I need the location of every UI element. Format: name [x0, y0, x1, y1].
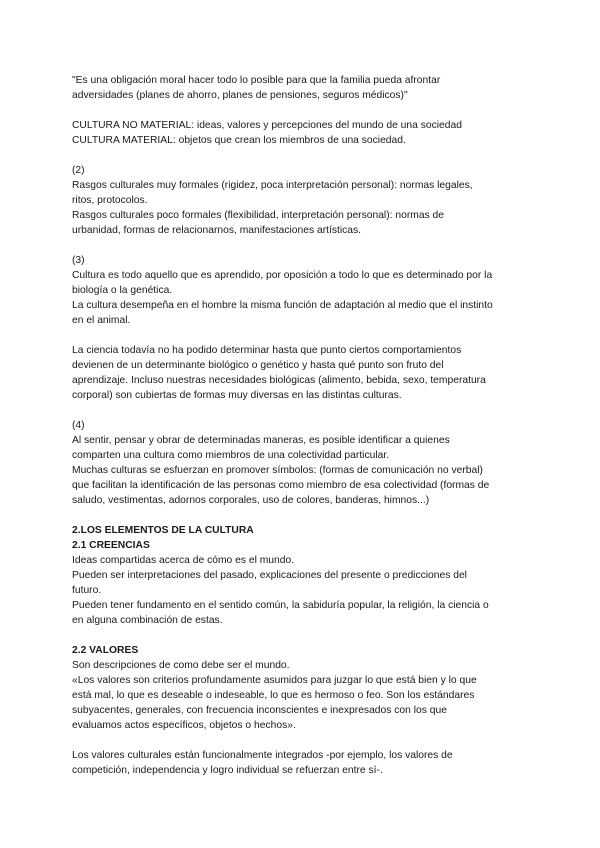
subsection-heading: 2.2 VALORES: [72, 645, 139, 656]
paragraph-gap: [72, 628, 532, 643]
text-line: subyacentes, generales, con frecuencia inconscientes e inexpresados con los que: [72, 705, 447, 716]
values-section: [72, 643, 532, 733]
text-line: Pueden ser interpretaciones del pasado, explicaciones del presente o predicciones del: [72, 570, 467, 581]
text-line: aprendizaje. Incluso nuestras necesidades biológicas (alimento, bebida, sexo, temperatura: [72, 375, 486, 386]
text-line: está mal, lo que es deseable o indeseable, lo que es hermoso o feo. Son los estándares: [72, 690, 475, 701]
document-body: [72, 73, 532, 778]
science-paragraph: [72, 343, 532, 403]
text-line: en alguna combinación de estas.: [72, 615, 223, 626]
text-line: ritos, protocolos.: [72, 195, 148, 206]
text-line: evaluamos actos específicos, objetos o hechos».: [72, 720, 296, 731]
text-line: La ciencia todavía no ha podido determinar hasta que punto ciertos comportamientos: [72, 345, 462, 356]
text-line: «Los valores son criterios profundamente asumidos para juzgar lo que está bien y lo que: [72, 675, 477, 686]
text-line: (2): [72, 165, 85, 176]
text-line: corporal) son cubiertas de formas muy diversas en las distintas culturas.: [72, 390, 402, 401]
text-line: Son descripciones de como debe ser el mundo.: [72, 660, 290, 671]
paragraph-gap: [72, 328, 532, 343]
text-line: Rasgos culturales muy formales (rigidez, poca interpretación personal): normas legales,: [72, 180, 473, 191]
section-2-paragraph: [72, 163, 532, 238]
text-line: (4): [72, 420, 85, 431]
text-line: Cultura es todo aquello que es aprendido, por oposición a todo lo que es determinado por la: [72, 270, 493, 281]
beliefs-section: [72, 523, 532, 628]
text-line: (3): [72, 255, 85, 266]
paragraph-gap: [72, 148, 532, 163]
text-line: Pueden tener fundamento en el sentido común, la sabiduría popular, la religión, la ciencia o: [72, 600, 489, 611]
text-line: en el animal.: [72, 315, 131, 326]
text-line: comparten una cultura como miembros de una colectividad particular.: [72, 450, 390, 461]
section-heading: 2.LOS ELEMENTOS DE LA CULTURA: [72, 525, 254, 536]
text-line: Los valores culturales están funcionalmente integrados -por ejemplo, los valores de: [72, 750, 453, 761]
text-line: Ideas compartidas acerca de cómo es el mundo.: [72, 555, 295, 566]
paragraph-gap: [72, 403, 532, 418]
section-3-paragraph: [72, 253, 532, 328]
paragraph-gap: [72, 103, 532, 118]
text-line: saludo, vestimentas, adornos corporales, uso de colores, banderas, himnos...): [72, 495, 430, 506]
text-line: devienen de un determinante biológico o genético y hasta qué punto son fruto del: [72, 360, 444, 371]
text-line: "Es una obligación moral hacer todo lo posible para que la familia pueda afrontar: [72, 75, 441, 86]
paragraph-gap: [72, 508, 532, 523]
cultural-values-paragraph: [72, 748, 532, 778]
paragraph-gap: [72, 238, 532, 253]
quote-paragraph: [72, 73, 532, 103]
text-line: La cultura desempeña en el hombre la misma función de adaptación al medio que el instinto: [72, 300, 493, 311]
text-line: Muchas culturas se esfuerzan en promover símbolos: (formas de comunicación no verbal): [72, 465, 483, 476]
text-line: que facilitan la identificación de las personas como miembro de esa colectividad (formas de: [72, 480, 490, 491]
text-line: futuro.: [72, 585, 102, 596]
text-line: Al sentir, pensar y obrar de determinadas maneras, es posible identificar a quienes: [72, 435, 450, 446]
text-line: Rasgos culturales poco formales (flexibilidad, interpretación personal): normas de: [72, 210, 445, 221]
culture-types-paragraph: [72, 118, 532, 148]
paragraph-gap: [72, 733, 532, 748]
text-line: biología o la genética.: [72, 285, 173, 296]
text-line: CULTURA NO MATERIAL: ideas, valores y percepciones del mundo de una sociedad: [72, 120, 462, 131]
text-line: CULTURA MATERIAL: objetos que crean los miembros de una sociedad.: [72, 135, 406, 146]
section-4-paragraph: [72, 418, 532, 508]
subsection-heading: 2.1 CREENCIAS: [72, 540, 150, 551]
text-line: adversidades (planes de ahorro, planes de pensiones, seguros médicos)": [72, 90, 408, 101]
text-line: urbanidad, formas de relacionarnos, manifestaciones artísticas.: [72, 225, 362, 236]
text-line: competición, independencia y logro individual se refuerzan entre sí-.: [72, 765, 383, 776]
